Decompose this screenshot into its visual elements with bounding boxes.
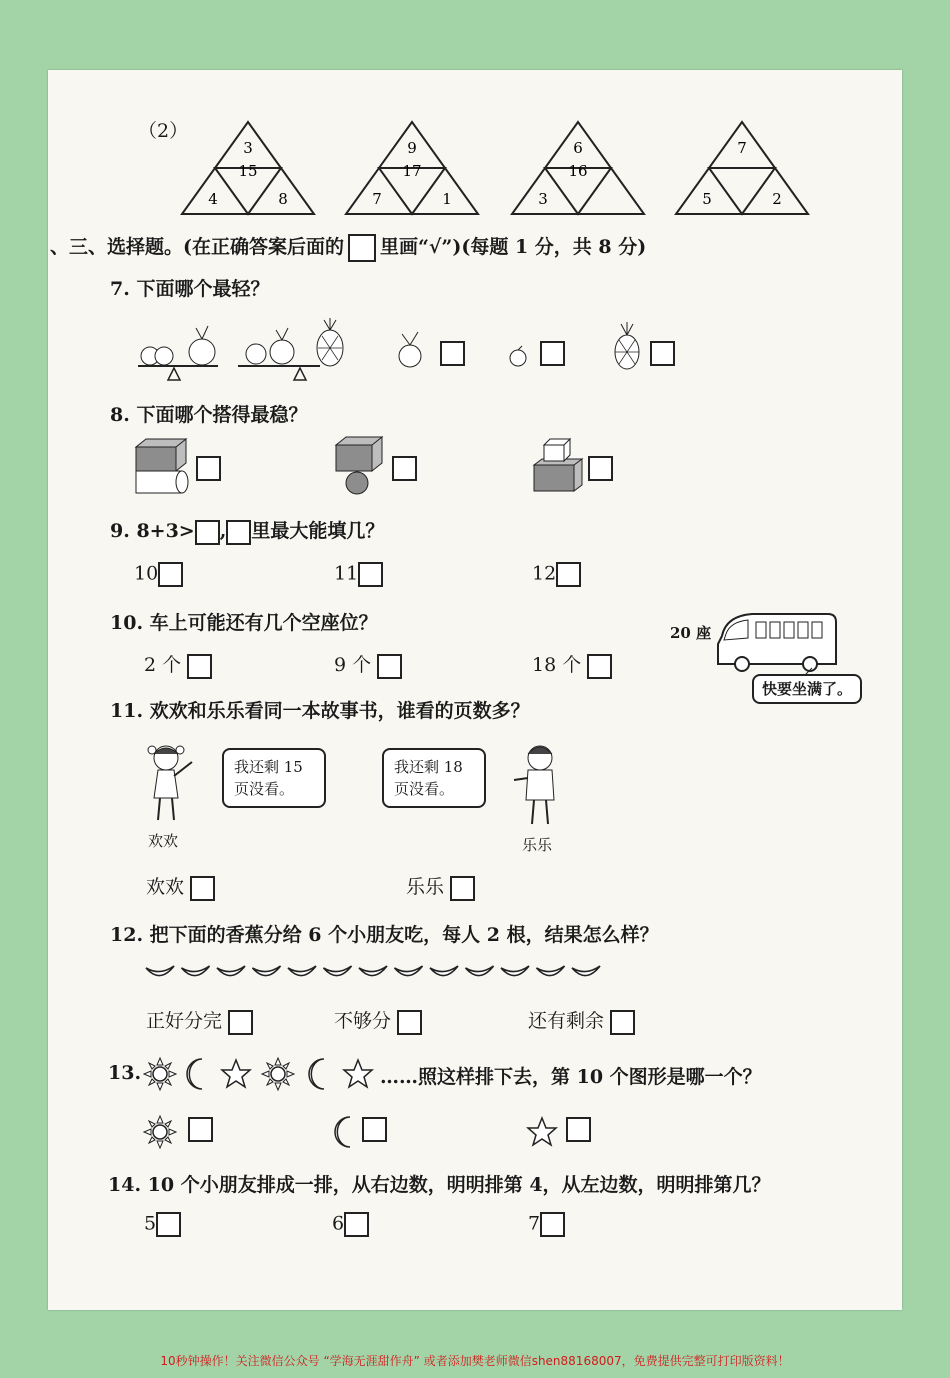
q11-option-2 [406, 872, 475, 901]
q11-answer-box-2[interactable] [450, 876, 475, 901]
section-title-part-a: 、三、选择题。(在正确答案后面的 [50, 236, 344, 258]
banana-icon [146, 966, 174, 976]
q10-option-1 [144, 650, 212, 679]
q7-pictures [130, 318, 690, 388]
star-icon [222, 1060, 250, 1087]
triangle-puzzle-2 [344, 120, 480, 216]
pineapple-icon [615, 322, 639, 369]
q13-answer-box-star[interactable] [566, 1117, 591, 1142]
q14-option-2 [332, 1212, 369, 1237]
section-title-part-b: 里画“√”)(每题 1 分，共 8 分) [380, 236, 647, 258]
balance-scale-1 [138, 326, 218, 380]
moon-icon [309, 1059, 324, 1089]
q12-option-3-label: 还有剩余 [528, 1010, 605, 1032]
q8-answer-box-1[interactable] [196, 456, 221, 481]
triangle-1-center-number: 15 [238, 162, 258, 180]
triangle-4-right-number: 2 [772, 190, 782, 208]
q10-option-3-label: 18 个 [532, 654, 582, 676]
triangle-puzzle-1 [180, 120, 316, 216]
q13-title-tail: ……照这样排下去，第 10 个图形是哪一个？ [380, 1066, 762, 1088]
q13-option-star-icon [522, 1112, 562, 1152]
huanhuan-speech-bubble: 我还剩 15 页没看。 [222, 748, 326, 808]
q10-answer-box-2[interactable] [377, 654, 402, 679]
q7-answer-box-pineapple[interactable] [650, 341, 675, 366]
q9-option-3 [532, 562, 581, 587]
q13-option-sun-icon [140, 1112, 180, 1152]
bananas-row [140, 958, 610, 988]
sun-icon [262, 1058, 294, 1090]
banana-icon [537, 966, 565, 976]
q9-option-1 [134, 562, 183, 587]
q11-option-1-label: 欢欢 [146, 876, 185, 898]
q13-title: 13. [108, 1062, 142, 1084]
cubes-stacked [534, 439, 582, 491]
q7-title: 7. 下面哪个最轻？ [110, 278, 270, 300]
q14-option-2-label: 6 [332, 1212, 345, 1235]
q8-answer-box-3[interactable] [588, 456, 613, 481]
lele-speech-bubble: 我还剩 18 页没看。 [382, 748, 486, 808]
banana-icon [359, 966, 387, 976]
q9-inline-box-1 [195, 520, 220, 545]
q10-answer-box-1[interactable] [187, 654, 212, 679]
triangle-3-center-number: 16 [568, 162, 588, 180]
banana-icon [288, 966, 316, 976]
q9-answer-box-2[interactable] [358, 562, 383, 587]
q9-option-1-label: 10 [134, 562, 159, 585]
q14-option-1-label: 5 [144, 1212, 157, 1235]
triangle-3-top-number: 6 [573, 139, 583, 157]
q9-inline-box-2 [226, 520, 251, 545]
q14-option-1 [144, 1212, 181, 1237]
banana-icon [182, 966, 210, 976]
q9-option-2-label: 11 [334, 562, 359, 585]
triangle-2-right-number: 1 [442, 190, 452, 208]
triangle-2-center-number: 17 [402, 162, 422, 180]
q10-option-2 [334, 650, 402, 679]
footer-promo-text: 10秒钟操作！关注微信公众号 “学海无涯甜作舟” 或者添加樊老师微信shen88168007，免费提供完整可打印版资料！ [160, 1354, 790, 1368]
q10-title: 10. 车上可能还有几个空座位？ [110, 612, 378, 634]
q13-shape-sequence [140, 1054, 420, 1094]
moon-icon [187, 1059, 202, 1089]
bus-icon [712, 608, 842, 678]
q12-option-2-label: 不够分 [334, 1010, 392, 1032]
q10-answer-box-3[interactable] [587, 654, 612, 679]
bus-seat-label: 20 座 [670, 624, 712, 642]
q10-option-2-label: 9 个 [334, 654, 372, 676]
q12-option-2 [334, 1006, 422, 1035]
triangle-puzzle-4 [674, 120, 810, 216]
q9-title-part-c: 里最大能填几？ [251, 520, 385, 542]
q10-option-3 [532, 650, 612, 679]
q14-title: 14. 10 个小朋友排成一排，从右边数，明明排第 4，从左边数，明明排第几？ [108, 1174, 771, 1196]
q13-answer-box-sun[interactable] [188, 1117, 213, 1142]
q14-answer-box-1[interactable] [156, 1212, 181, 1237]
q9-answer-box-1[interactable] [158, 562, 183, 587]
star-icon [344, 1060, 372, 1087]
q14-answer-box-3[interactable] [540, 1212, 565, 1237]
boy-lele-icon [510, 740, 570, 832]
huanhuan-name: 欢欢 [148, 832, 179, 850]
q9-answer-box-3[interactable] [556, 562, 581, 587]
q11-title: 11. 欢欢和乐乐看同一本故事书，谁看的页数多？ [110, 700, 530, 722]
q9-title-part-b: , [219, 520, 227, 542]
lele-name: 乐乐 [522, 836, 553, 854]
q8-answer-box-2[interactable] [392, 456, 417, 481]
q8-title: 8. 下面哪个搭得最稳？ [110, 404, 308, 426]
q9-option-3-label: 12 [532, 562, 557, 585]
orange-icon [510, 346, 526, 366]
q10-option-1-label: 2 个 [144, 654, 182, 676]
cube-on-cylinder-side [136, 439, 188, 493]
answer-box-sample [348, 234, 376, 262]
q13-option-moon-icon [326, 1112, 366, 1152]
q14-answer-box-2[interactable] [344, 1212, 369, 1237]
part-label: （2） [138, 120, 189, 142]
q12-answer-box-3[interactable] [610, 1010, 635, 1035]
q14-option-3 [528, 1212, 565, 1237]
q9-title-part-a: 9. 8+3> [110, 520, 195, 542]
triangle-puzzle-3 [510, 120, 646, 216]
q11-option-2-label: 乐乐 [406, 876, 445, 898]
q12-option-3 [528, 1006, 635, 1035]
q12-answer-box-1[interactable] [228, 1010, 253, 1035]
q7-answer-box-radish[interactable] [440, 341, 465, 366]
triangle-1-left-number: 4 [208, 190, 218, 208]
triangle-1-right-number: 8 [278, 190, 288, 208]
banana-icon [501, 966, 529, 976]
cube-on-ball [336, 437, 382, 494]
q11-option-1 [146, 872, 215, 901]
q11-answer-box-1[interactable] [190, 876, 215, 901]
q9-option-2 [334, 562, 383, 587]
banana-icon [253, 966, 281, 976]
bus-speech-bubble: 快要坐满了。 [752, 674, 862, 704]
q7-answer-box-orange[interactable] [540, 341, 565, 366]
q12-title: 12. 把下面的香蕉分给 6 个小朋友吃，每人 2 根，结果怎么样？ [110, 924, 659, 946]
banana-icon [395, 966, 423, 976]
triangle-2-top-number: 9 [407, 139, 417, 157]
banana-icon [430, 966, 458, 976]
q12-option-1-label: 正好分完 [146, 1010, 223, 1032]
girl-huanhuan-icon [140, 740, 200, 830]
triangle-4-left-number: 5 [702, 190, 712, 208]
q13-answer-box-moon[interactable] [362, 1117, 387, 1142]
q14-option-3-label: 7 [528, 1212, 541, 1235]
sun-icon [144, 1058, 176, 1090]
section-title [50, 232, 646, 262]
triangle-2-left-number: 7 [372, 190, 382, 208]
radish-icon [399, 332, 421, 367]
banana-icon [572, 966, 600, 976]
banana-icon [466, 966, 494, 976]
banana-icon [217, 966, 245, 976]
q12-option-1 [146, 1006, 253, 1035]
balance-scale-2 [238, 318, 343, 380]
triangle-4-top-number: 7 [737, 139, 747, 157]
triangle-3-left-number: 3 [538, 190, 548, 208]
banana-icon [324, 966, 352, 976]
q9-title [110, 516, 384, 545]
triangle-1-top-number: 3 [243, 139, 253, 157]
q12-answer-box-2[interactable] [397, 1010, 422, 1035]
